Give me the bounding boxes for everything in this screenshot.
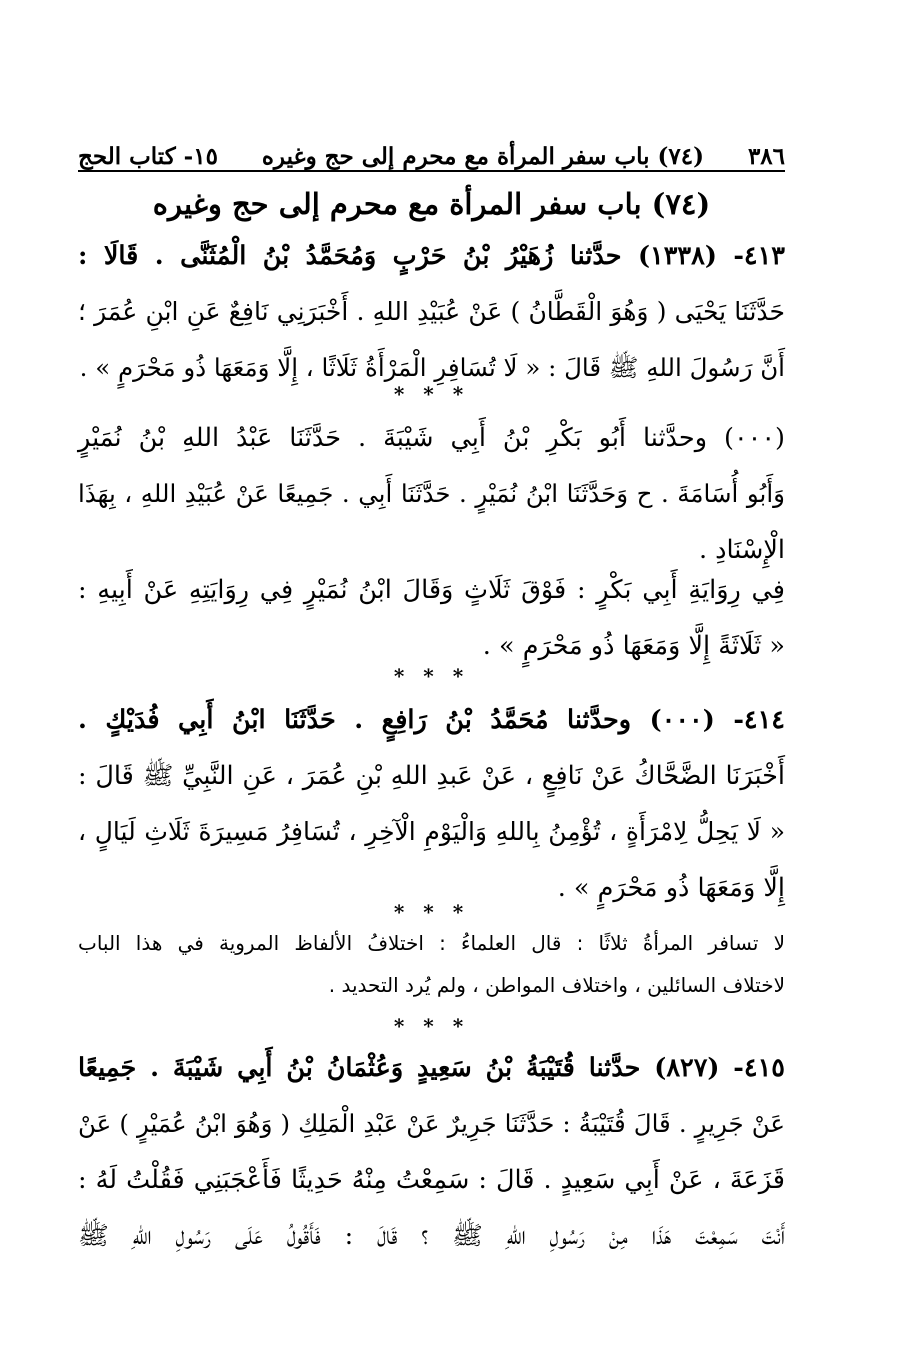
hadith-415 (78, 1040, 785, 1264)
hadith-413 (78, 228, 785, 396)
text-line: (٠٠٠) وحدَّثنا أَبُو بَكْرِ بْنُ أَبِي شَيْبَةَ . حَدَّثَنَا عَبْدُ اللهِ بْنُ نُمَيْرٍ (78, 423, 785, 453)
hadith-413-variant (78, 410, 785, 578)
note-line: لاختلاف السائلين ، واختلاف المواطن ، ولم يُرد التحديد . (328, 973, 785, 997)
note-line: لا تسافر المرأةُ ثلاثًا : قال العلماءُ : اختلافُ الألفاظ المروية في هذا الباب (78, 931, 785, 955)
text-line: قَزَعَةَ ، عَنْ أَبِي سَعِيدٍ . قَالَ : سَمِعْتُ مِنْهُ حَدِيثًا فَأَعْجَبَنِي فَقُلْتُ لَهُ : (78, 1165, 785, 1195)
hadith-414 (78, 692, 785, 916)
running-title: (٧٤) باب سفر المرأة مع محرم إلى حج وغيره (261, 143, 705, 170)
text-line: إِلَّا وَمَعَهَا ذُو مَحْرَمٍ » . (557, 873, 785, 903)
page-number: ٣٨٦ (747, 143, 785, 170)
commentary-note (78, 922, 785, 1006)
book-title: ١٥- كتاب الحج (78, 143, 218, 170)
header-rule (78, 170, 785, 172)
text-line: عَنْ جَرِيرٍ . قَالَ قُتَيْبَةُ : حَدَّثَنَا جَرِيرٌ عَنْ عَبْدِ الْمَلِكِ ( وَهُوَ ابْنُ عُمَيْرٍ ) عَنْ (78, 1109, 785, 1138)
chapter-title: (٧٤) باب سفر المرأة مع محرم إلى حج وغيره (152, 187, 711, 221)
section-separator: * * * (393, 900, 470, 924)
text-line: ٤١٣- (١٣٣٨) حدَّثنا زُهَيْرُ بْنُ حَرْبٍ وَمُحَمَّدُ بْنُ الْمُثَنَّى . قَالَا : (78, 241, 785, 271)
text-line: فِي رِوَايَةِ أَبِي بَكْرٍ : فَوْقَ ثَلَاثٍ وَقَالَ ابْنُ نُمَيْرٍ فِي رِوَايَتِهِ عَنْ أَبِيهِ : (78, 575, 785, 605)
text-line: الْإِسْنَادِ . (698, 535, 785, 565)
text-line: « لَا يَحِلُّ لِامْرَأَةٍ ، تُؤْمِنُ بِاللهِ وَالْيَوْمِ الْآخِرِ ، تُسَافِرُ مَسِيرَةَ ثَلَاثِ لَيَالٍ ، (78, 817, 785, 846)
section-separator: * * * (393, 1014, 470, 1038)
text-line: أَنَّ رَسُولَ اللهِ ﷺ قَالَ : « لَا تُسَافِرِ الْمَرْأَةُ ثَلَاثًا ، إِلَّا وَمَعَهَا ذُو مَحْرَمٍ » . (79, 353, 785, 382)
text-line: ٤١٤- (٠٠٠) وحدَّثنا مُحَمَّدُ بْنُ رَافِعٍ . حَدَّثَنَا ابْنُ أَبِي فُدَيْكٍ . (78, 705, 785, 735)
section-separator: * * * (393, 382, 470, 406)
text-line: أَنْتَ سَمِعْتَ هَذَا مِنْ رَسُولِ اللهِ ﷺ ؟ قَالَ : فَأَقُولُ عَلَى رَسُولِ اللهِ ﷺ (78, 1221, 785, 1251)
text-line: ٤١٥- (٨٢٧) حدَّثنا قُتَيْبَةُ بْنُ سَعِيدٍ وَعُثْمَانُ بْنُ أَبِي شَيْبَةَ . جَمِيعًا (78, 1053, 785, 1083)
hadith-413-variant-note (78, 562, 785, 674)
text-line: وَأَبُو أُسَامَةَ . ح وَحَدَّثَنَا ابْنُ نُمَيْرٍ . حَدَّثَنَا أَبِي . جَمِيعًا عَنْ عُبَيْدِ اللهِ ، بِهَذَا (78, 479, 785, 508)
section-separator: * * * (393, 664, 470, 688)
running-header (78, 118, 785, 168)
text-line: أَخْبَرَنَا الضَّحَّاكُ عَنْ نَافِعٍ ، عَنْ عَبدِ اللهِ بْنِ عُمَرَ ، عَنِ النَّبِيِّ ﷺ قَالَ : (78, 761, 785, 791)
text-line: حَدَّثَنَا يَحْيَى ( وَهُوَ الْقَطَّانُ ) عَنْ عُبَيْدِ اللهِ . أَخْبَرَنِي نَافِعٌ عَنِ ابْنِ عُمَرَ ؛ (78, 297, 785, 326)
text-line: « ثَلَاثَةً إِلَّا وَمَعَهَا ذُو مَحْرَمٍ » . (482, 631, 785, 661)
